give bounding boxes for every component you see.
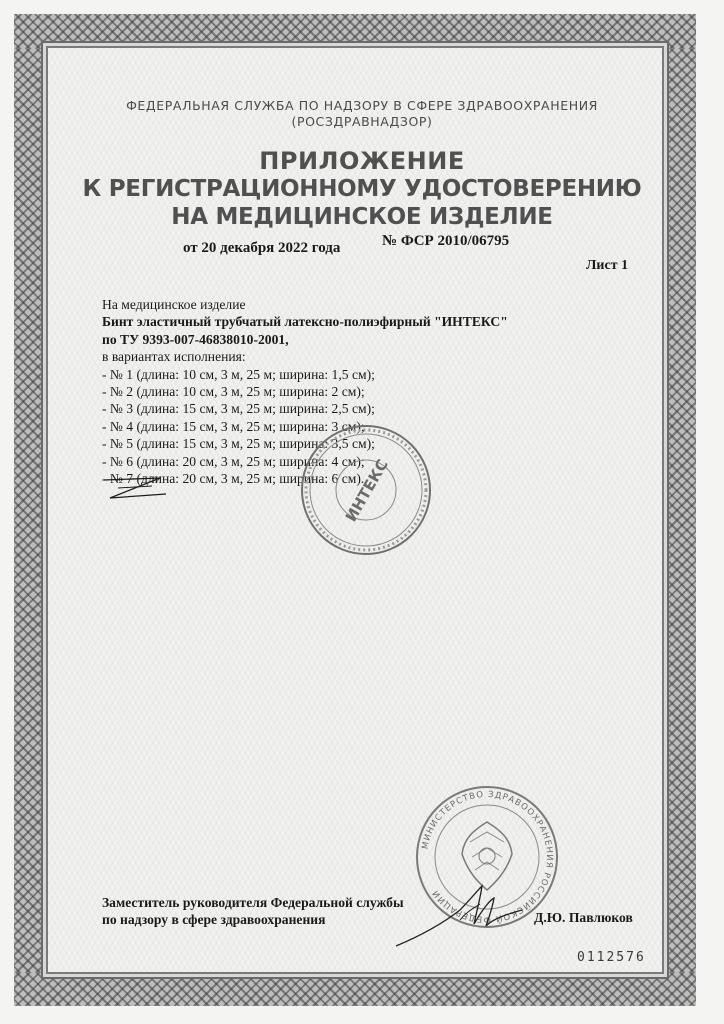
company-seal-stamp — [296, 420, 436, 560]
variant-item: - № 3 (длина: 15 см, 3 м, 25 м; ширина: 2,5 см); — [102, 401, 375, 417]
agency-name: ФЕДЕРАЛЬНАЯ СЛУЖБА ПО НАДЗОРУ В СФЕРЕ ЗДРАВООХРАНЕНИЯ — [126, 98, 598, 113]
variant-item: - № 5 (длина: 15 см, 3 м, 25 м; ширина: 3,5 см); — [102, 436, 375, 452]
svg-text:ИНТЕКС: ИНТЕКС — [341, 456, 392, 525]
official-position-line1: Заместитель руководителя Федеральной службы — [102, 895, 404, 910]
intro-line: На медицинское изделие — [102, 297, 246, 312]
registration-number: № ФСР 2010/06795 — [382, 233, 510, 249]
document-subtitle-line1: К РЕГИСТРАЦИОННОМУ УДОСТОВЕРЕНИЮ — [82, 176, 642, 202]
form-serial-number: 0112576 — [577, 950, 646, 965]
variant-item: - № 6 (длина: 20 см, 3 м, 25 м; ширина: 4 см); — [102, 453, 365, 469]
ministry-seal-text: МИНИСТЕРСТВО ЗДРАВООХРАНЕНИЯ РОССИЙСКОЙ ФЕДЕРАЦИИ — [420, 789, 555, 925]
company-seal-text — [342, 456, 392, 525]
document-title: ПРИЛОЖЕНИЕ — [259, 147, 465, 175]
sheet-number: Лист 1 — [586, 258, 629, 273]
official-signature — [390, 880, 530, 952]
variant-item: - № 7 (длина: 20 см, 3 м, 25 м; ширина: 6 см). — [102, 471, 365, 487]
variants-intro: в вариантах исполнения: — [102, 349, 246, 365]
signer-name: Д.Ю. Павлюков — [534, 910, 633, 925]
issue-date: от 20 декабря 2022 года — [183, 240, 341, 256]
variant-item: - № 4 (длина: 15 см, 3 м, 25 м; ширина: 3 см); — [102, 418, 365, 434]
technical-spec: по ТУ 9393-007-46838010-2001, — [102, 331, 289, 347]
list-closing-mark — [100, 470, 172, 506]
agency-abbreviation: (РОСЗДРАВНАДЗОР) — [291, 114, 433, 129]
variant-item: - № 2 (длина: 10 см, 3 м, 25 м; ширина: 2 см); — [102, 384, 365, 400]
official-position-line2: по надзору в сфере здравоохранения — [102, 912, 326, 927]
variant-item: - № 1 (длина: 10 см, 3 м, 25 м; ширина: 1,5 см); — [102, 366, 375, 382]
document-subtitle-line2: НА МЕДИЦИНСКОЕ ИЗДЕЛИЕ — [171, 204, 553, 230]
product-name: Бинт эластичный трубчатый латексно-полиэфирный "ИНТЕКС" — [102, 314, 508, 330]
